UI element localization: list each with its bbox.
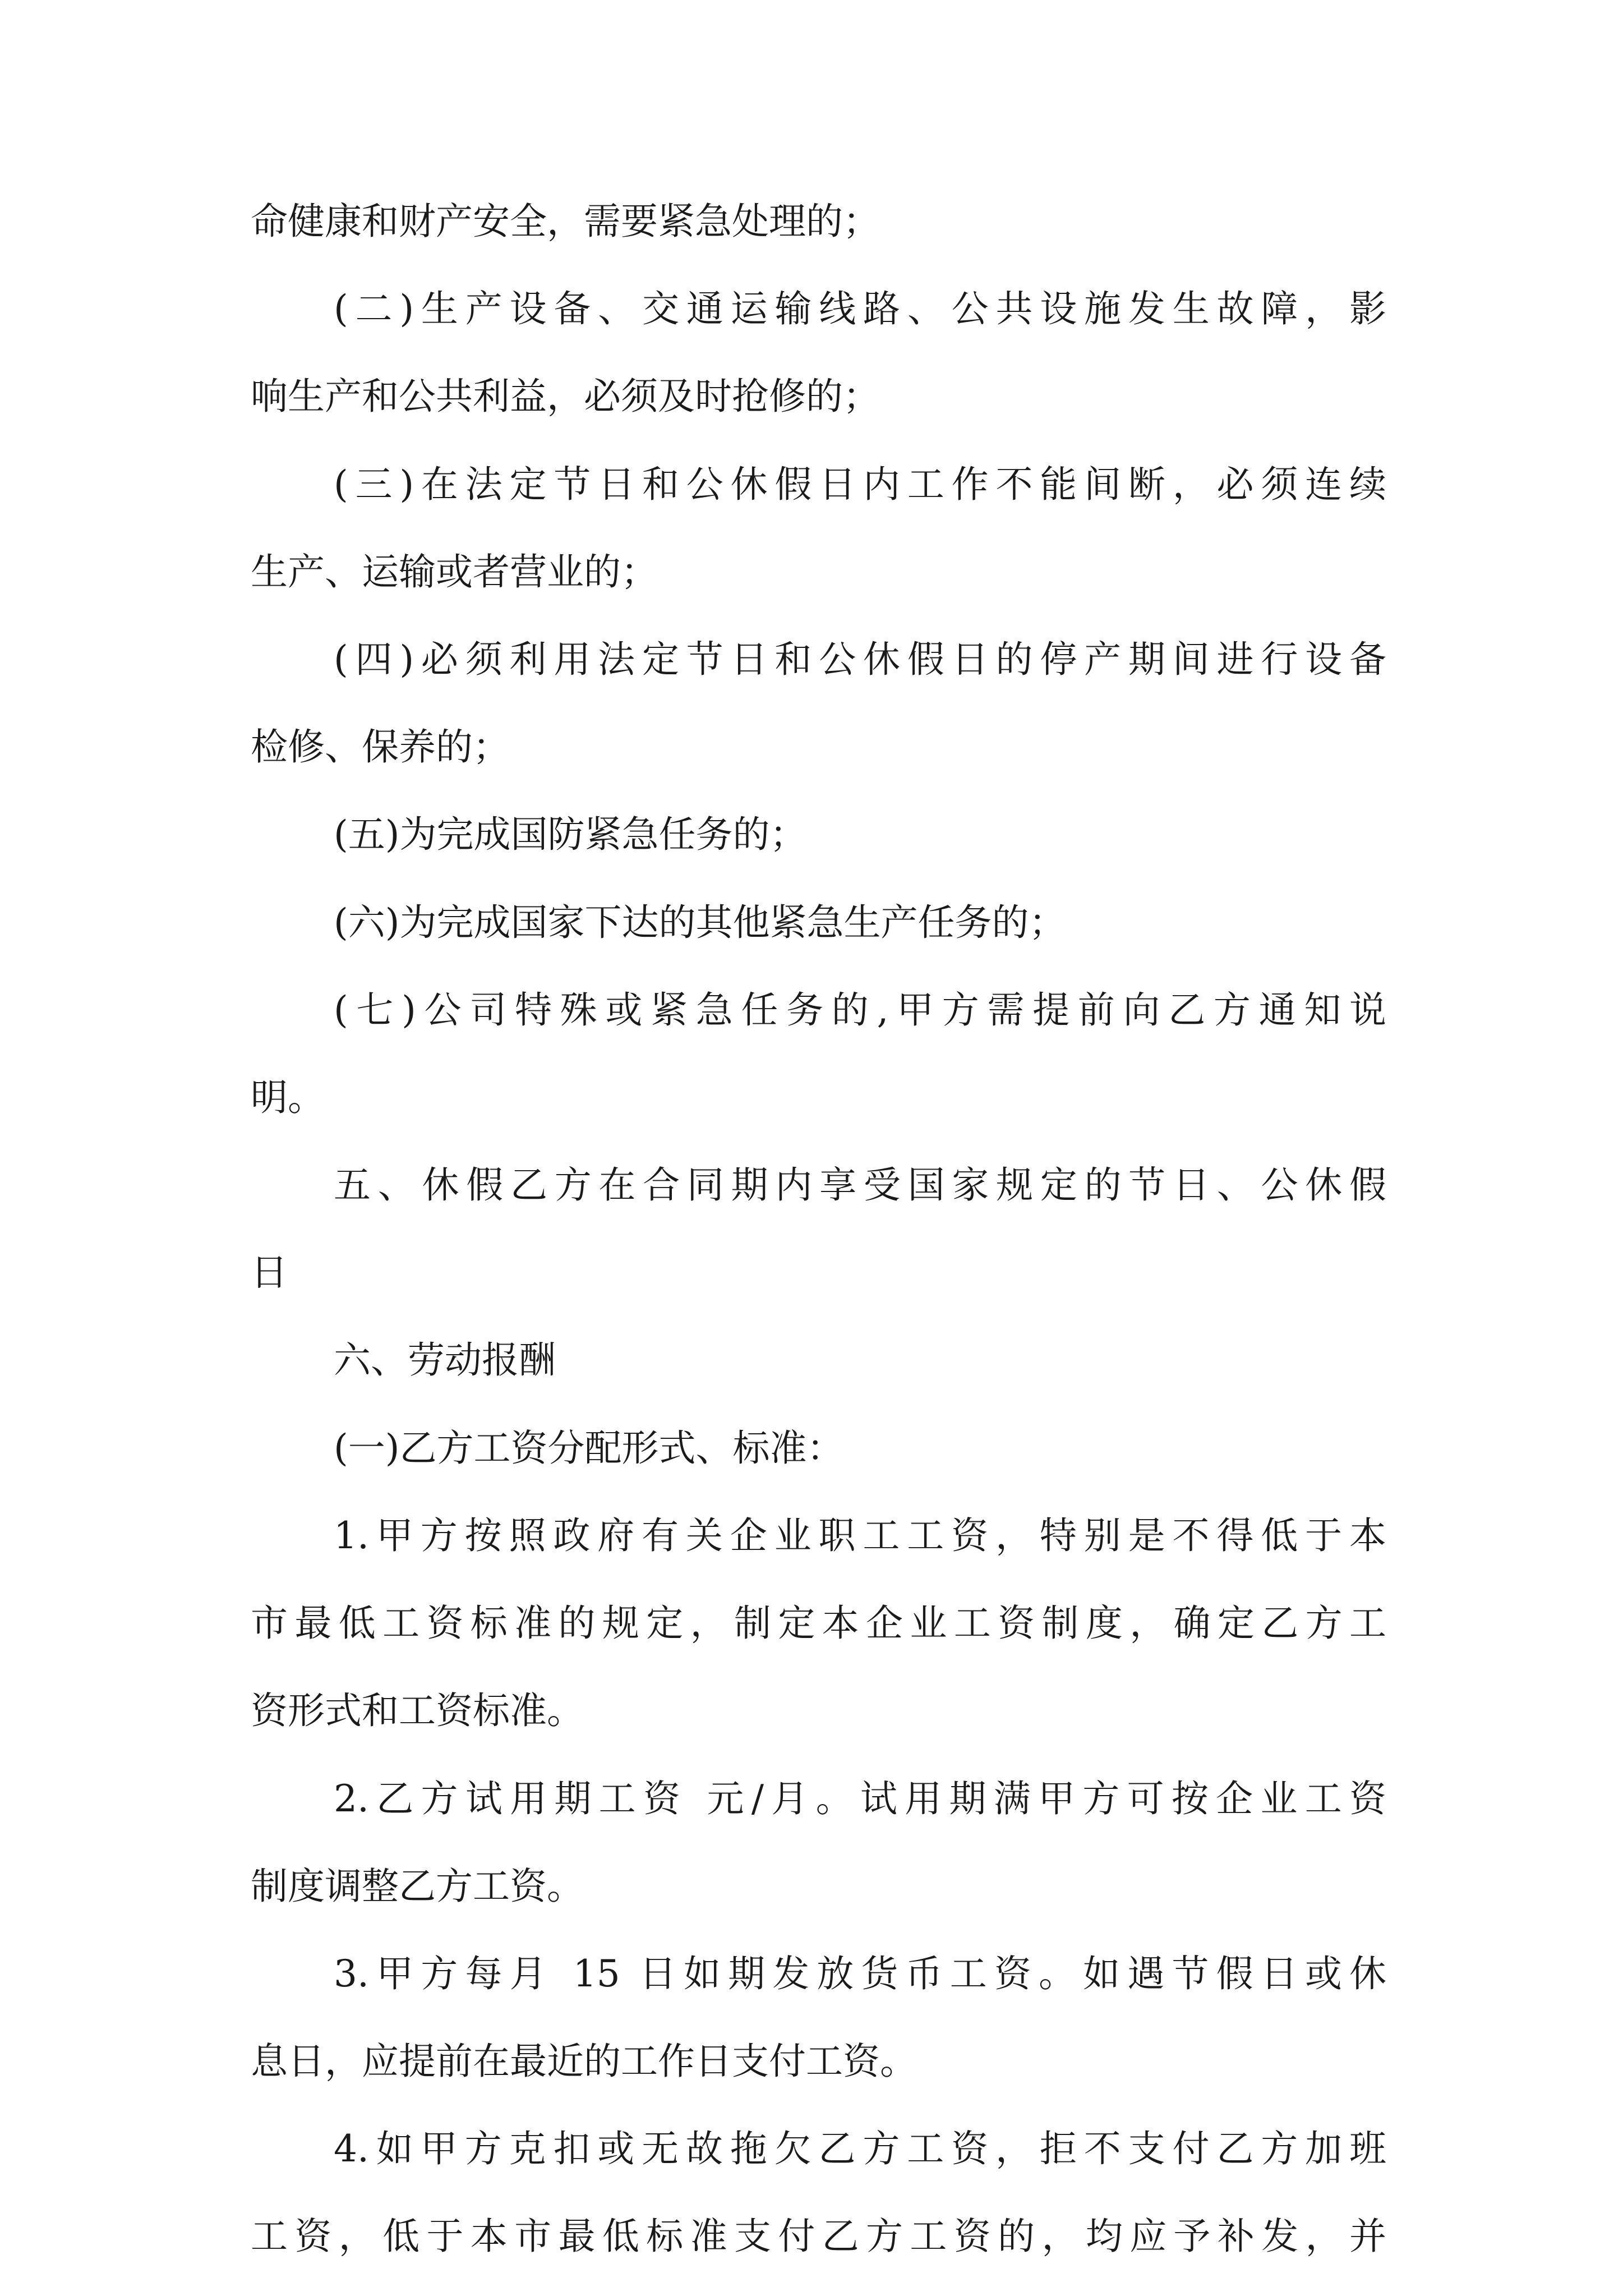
- text-line: 2.乙方试用期工资 元/月。试用期满甲方可按企业工资: [334, 1777, 1386, 1820]
- text-line: (五)为完成国防紧急任务的；: [334, 813, 807, 856]
- text-line: 五、休假乙方在合同期内享受国家规定的节日、公休假: [334, 1163, 1386, 1207]
- text-line: (二)生产设备、交通运输线路、公共设施发生故障，影: [334, 287, 1386, 330]
- text-line: (七)公司特殊或紧急任务的,甲方需提前向乙方通知说: [334, 988, 1386, 1032]
- text-line: (一)乙方工资分配形式、标准：: [334, 1427, 844, 1470]
- text-line: 制度调整乙方工资。: [251, 1865, 584, 1908]
- text-line: 工资，低于本市最低标准支付乙方工资的，均应予补发，并: [251, 2215, 1386, 2258]
- text-line: 生产、运输或者营业的；: [251, 550, 658, 593]
- text-line: (六)为完成国家下达的其他紧急生产任务的；: [334, 901, 1066, 944]
- text-line: 4.如甲方克扣或无故拖欠乙方工资，拒不支付乙方加班: [334, 2127, 1386, 2170]
- text-line: (四)必须利用法定节日和公休假日的停产期间进行设备: [334, 638, 1386, 681]
- text-line: 检修、保养的；: [251, 725, 510, 769]
- text-line: 3.甲方每月 15 日如期发放货币工资。如遇节假日或休: [334, 1952, 1386, 1995]
- text-line: 明。: [251, 1076, 325, 1119]
- section-heading: 六、劳动报酬: [334, 1338, 556, 1382]
- text-line: 市最低工资标准的规定，制定本企业工资制度，确定乙方工: [251, 1602, 1386, 1645]
- text-line: 响生产和公共利益，必须及时抢修的；: [251, 375, 880, 418]
- text-line: (三)在法定节日和公休假日内工作不能间断，必须连续: [334, 463, 1386, 506]
- text-line: 资形式和工资标准。: [251, 1689, 584, 1732]
- text-line: 日: [251, 1251, 288, 1294]
- text-line: 命健康和财产安全，需要紧急处理的；: [251, 200, 880, 243]
- text-line: 1.甲方按照政府有关企业职工工资，特别是不得低于本: [334, 1514, 1386, 1557]
- text-line: 息日，应提前在最近的工作日支付工资。: [251, 2040, 917, 2083]
